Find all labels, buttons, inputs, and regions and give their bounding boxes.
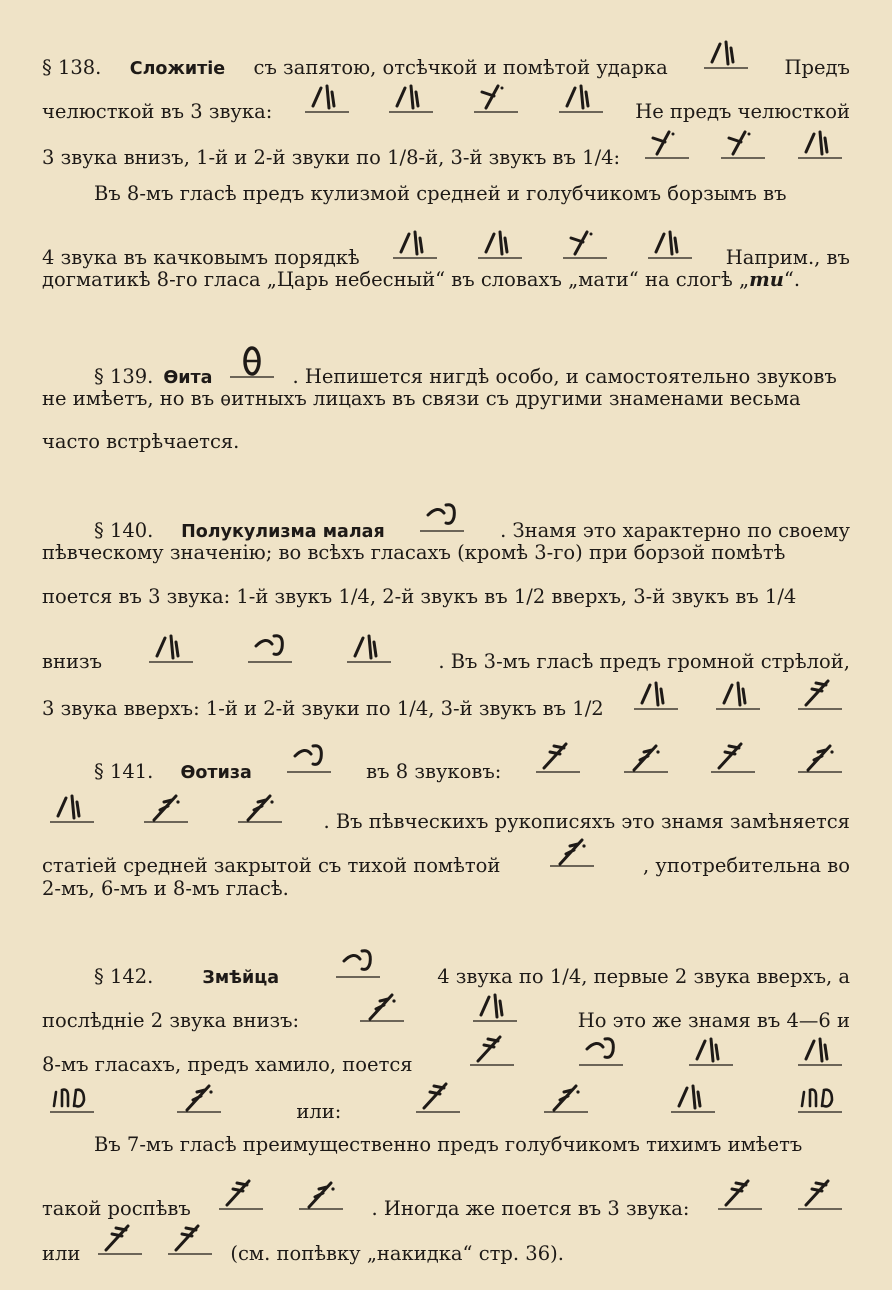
neume-icon xyxy=(476,224,524,264)
neume-icon xyxy=(147,628,195,668)
s141-line2-text: . Въ пѣвческихъ рукописяхъ это знамя замѣняется xyxy=(323,810,850,833)
neume-icon xyxy=(236,788,284,828)
s138-line1-text: съ запятою, отсѣчкой и помѣтой ударка xyxy=(253,56,668,79)
s139-title: Ѳита xyxy=(163,368,213,388)
neume-icon xyxy=(577,1031,625,1071)
neume-icon xyxy=(796,124,844,164)
s140-line4 xyxy=(42,628,850,675)
neume-icon xyxy=(142,788,190,828)
s142-line2-end: Но это же знамя въ 4—6 и xyxy=(577,1009,850,1032)
s141-line3-end: , употребительна во xyxy=(642,854,850,877)
fraction-quarter: 1/4 xyxy=(396,697,429,720)
neume-icon xyxy=(719,124,767,164)
s140-line4-text: внизъ xyxy=(42,650,103,673)
s138-number: § 138. xyxy=(42,56,102,79)
s142-line1-text-b: , первые 2 звука вверхъ, а xyxy=(581,965,850,988)
s138-line3-text: 3 звука внизъ, 1-й и 2-й звуки по xyxy=(42,146,381,169)
s142-line2 xyxy=(42,987,850,1034)
s142-p2-text2-b: . Иногда же поется въ 3 звука: xyxy=(371,1197,690,1220)
neume-icon xyxy=(285,738,333,778)
s140-line3-text: поется въ 3 звука: 1-й звукъ xyxy=(42,585,333,608)
zmeitsa-icon xyxy=(334,943,382,983)
s142-p2-text2: такой роспѣвъ xyxy=(42,1197,191,1220)
s138-p2-line2 xyxy=(42,224,850,271)
s140-title: Полукулизма малая xyxy=(181,522,385,542)
neume-icon xyxy=(561,224,609,264)
neume-icon xyxy=(166,1220,214,1260)
neume-icon xyxy=(669,1078,717,1118)
s142-line2-text: послѣдніе 2 звука внизъ: xyxy=(42,1009,300,1032)
s138-line2 xyxy=(42,78,850,125)
s140-line2 xyxy=(42,540,850,566)
s138-line1 xyxy=(42,34,850,82)
s138-p2-text3: догматикѣ 8-го гласа „Царь небесный“ въ словахъ „мати“ на слогѣ „ xyxy=(42,268,750,291)
s141-number: § 141. xyxy=(94,760,154,783)
s138-p2-line3 xyxy=(42,267,850,293)
s140-number: § 140. xyxy=(94,519,154,542)
fraction-quarter: 1/4 xyxy=(582,146,614,169)
s138-p2-line1 xyxy=(94,181,850,207)
neume-icon xyxy=(622,738,670,778)
s138-title: Сложитіе xyxy=(129,59,226,79)
s140-line3 xyxy=(42,584,850,610)
s141-line1-text: въ 8 звуковъ: xyxy=(366,760,502,783)
neume-icon xyxy=(414,1078,462,1118)
s141-line3-text: статіей средней закрытой съ тихой помѣтой xyxy=(42,854,501,877)
neume-icon xyxy=(796,1175,844,1215)
neume-icon xyxy=(714,675,762,715)
s139-number: § 139. xyxy=(94,365,154,388)
fraction-eighth: 1/8 xyxy=(387,146,419,169)
s138-line1-end: Предъ xyxy=(784,56,850,79)
neume-icon xyxy=(217,1175,265,1215)
neume-icon xyxy=(175,1078,223,1118)
s138-p2-text2: 4 звука въ качковымъ порядкѣ xyxy=(42,246,360,269)
neume-icon xyxy=(297,1175,345,1215)
s142-line4-text: или: xyxy=(296,1100,342,1123)
s141-title: Ѳотиза xyxy=(180,763,252,783)
neume-icon xyxy=(391,224,439,264)
neume-icon xyxy=(471,987,519,1027)
neume-icon xyxy=(358,987,406,1027)
neume-icon xyxy=(48,788,96,828)
neume-icon xyxy=(345,628,393,668)
s140-line5-text-b: , 3-й звукъ въ xyxy=(428,697,567,720)
s140-line5 xyxy=(42,675,850,722)
s140-line5-text: 3 звука вверхъ: 1-й и 2-й звуки по xyxy=(42,697,391,720)
s142-number: § 142. xyxy=(94,965,154,988)
s141-line2 xyxy=(42,788,850,835)
neume-icon xyxy=(303,78,351,118)
fraction-half: 1/2 xyxy=(572,697,604,720)
s142-p2-line3 xyxy=(42,1220,850,1267)
s138-line3-text-b: -й, 3-й звукъ въ xyxy=(418,146,576,169)
neume-icon xyxy=(48,1078,96,1118)
fraction-quarter: 1/4 xyxy=(338,585,370,608)
s140-line1-text: . Знамя это характерно по своему xyxy=(500,519,850,542)
s142-p2-text3-b: (см. попѣвку „накидка“ стр. 36). xyxy=(230,1242,564,1265)
neume-icon xyxy=(548,832,596,872)
fraction-quarter: 1/4 xyxy=(549,965,582,988)
syllable-ti: ти xyxy=(749,268,784,291)
neume-icon xyxy=(472,78,520,118)
s140-line3-text-b: , 2-й звукъ въ xyxy=(369,585,508,608)
neume-icon xyxy=(796,1078,844,1118)
neume-icon xyxy=(646,224,694,264)
colon: : xyxy=(613,146,621,169)
neume-icon xyxy=(96,1220,144,1260)
closing-quote: “. xyxy=(783,268,801,291)
s142-line4 xyxy=(42,1078,850,1125)
neume-icon xyxy=(387,78,435,118)
s141-line3 xyxy=(42,832,850,879)
neume-icon xyxy=(702,34,750,74)
neume-icon xyxy=(542,1078,590,1118)
s138-line3 xyxy=(42,124,850,171)
neume-icon xyxy=(716,1175,764,1215)
s139-line1 xyxy=(94,343,850,391)
neume-icon xyxy=(632,675,680,715)
s141-line1 xyxy=(94,738,850,786)
s142-line1 xyxy=(94,943,850,991)
fraction-half: 1/2 xyxy=(513,585,546,608)
neume-icon xyxy=(468,1031,516,1071)
fraction-quarter: 1/4 xyxy=(764,585,797,608)
neume-icon xyxy=(418,497,466,537)
neume-icon xyxy=(709,738,757,778)
neume-icon xyxy=(796,1031,844,1071)
fita-icon xyxy=(228,343,276,383)
s138-line2-end: Не предъ челюсткой xyxy=(635,100,850,123)
neume-icon xyxy=(246,628,294,668)
neume-icon xyxy=(643,124,691,164)
s140-line4-end: . Въ 3-мъ гласѣ предъ громной стрѣлой, xyxy=(438,650,850,673)
s138-p2-text2-end: Наприм., въ xyxy=(725,246,850,269)
s141-line4-text: 2-мъ, 6-мъ и 8-мъ гласѣ. xyxy=(42,877,289,900)
neume-icon xyxy=(796,675,844,715)
s140-line3-text-c: вверхъ, 3-й звукъ въ xyxy=(551,585,759,608)
s141-line4 xyxy=(42,876,850,902)
neume-icon xyxy=(796,738,844,778)
s140-line1 xyxy=(94,497,850,545)
s139-line3-text: часто встрѣчается. xyxy=(42,430,240,453)
s142-line1-text: 4 звука по xyxy=(437,965,544,988)
s140-line2-text: пѣвческому значенію; во всѣхъ гласахъ (кромѣ 3-го) при борзой помѣтѣ xyxy=(42,541,786,564)
s142-p2-line2 xyxy=(42,1175,850,1222)
s142-line3 xyxy=(42,1031,850,1078)
s142-p2-text3: или xyxy=(42,1242,81,1265)
s142-p2-line1 xyxy=(94,1132,850,1158)
neume-icon xyxy=(557,78,605,118)
neume-icon xyxy=(534,738,582,778)
s142-line3-text: 8-мъ гласахъ, предъ хамило, поется xyxy=(42,1053,413,1076)
s139-line2-text: не имѣетъ, но въ ѳитныхъ лицахъ въ связи съ другими знаменами весьма xyxy=(42,387,801,410)
s139-line1-text: . Непишется нигдѣ особо, и самостоятельно звуковъ xyxy=(292,365,837,388)
s139-line3 xyxy=(42,429,850,455)
s142-p2-text1: Въ 7-мъ гласѣ преимущественно предъ голубчикомъ тихимъ имѣетъ xyxy=(94,1133,803,1156)
neume-icon xyxy=(687,1031,735,1071)
s138-line2-text: челюсткой въ 3 звука: xyxy=(42,100,273,123)
s139-line2 xyxy=(42,386,850,412)
s138-p2-text1: Въ 8-мъ гласѣ предъ кулизмой средней и голубчикомъ борзымъ въ xyxy=(94,182,787,205)
s142-title: Змѣйца xyxy=(202,968,280,988)
